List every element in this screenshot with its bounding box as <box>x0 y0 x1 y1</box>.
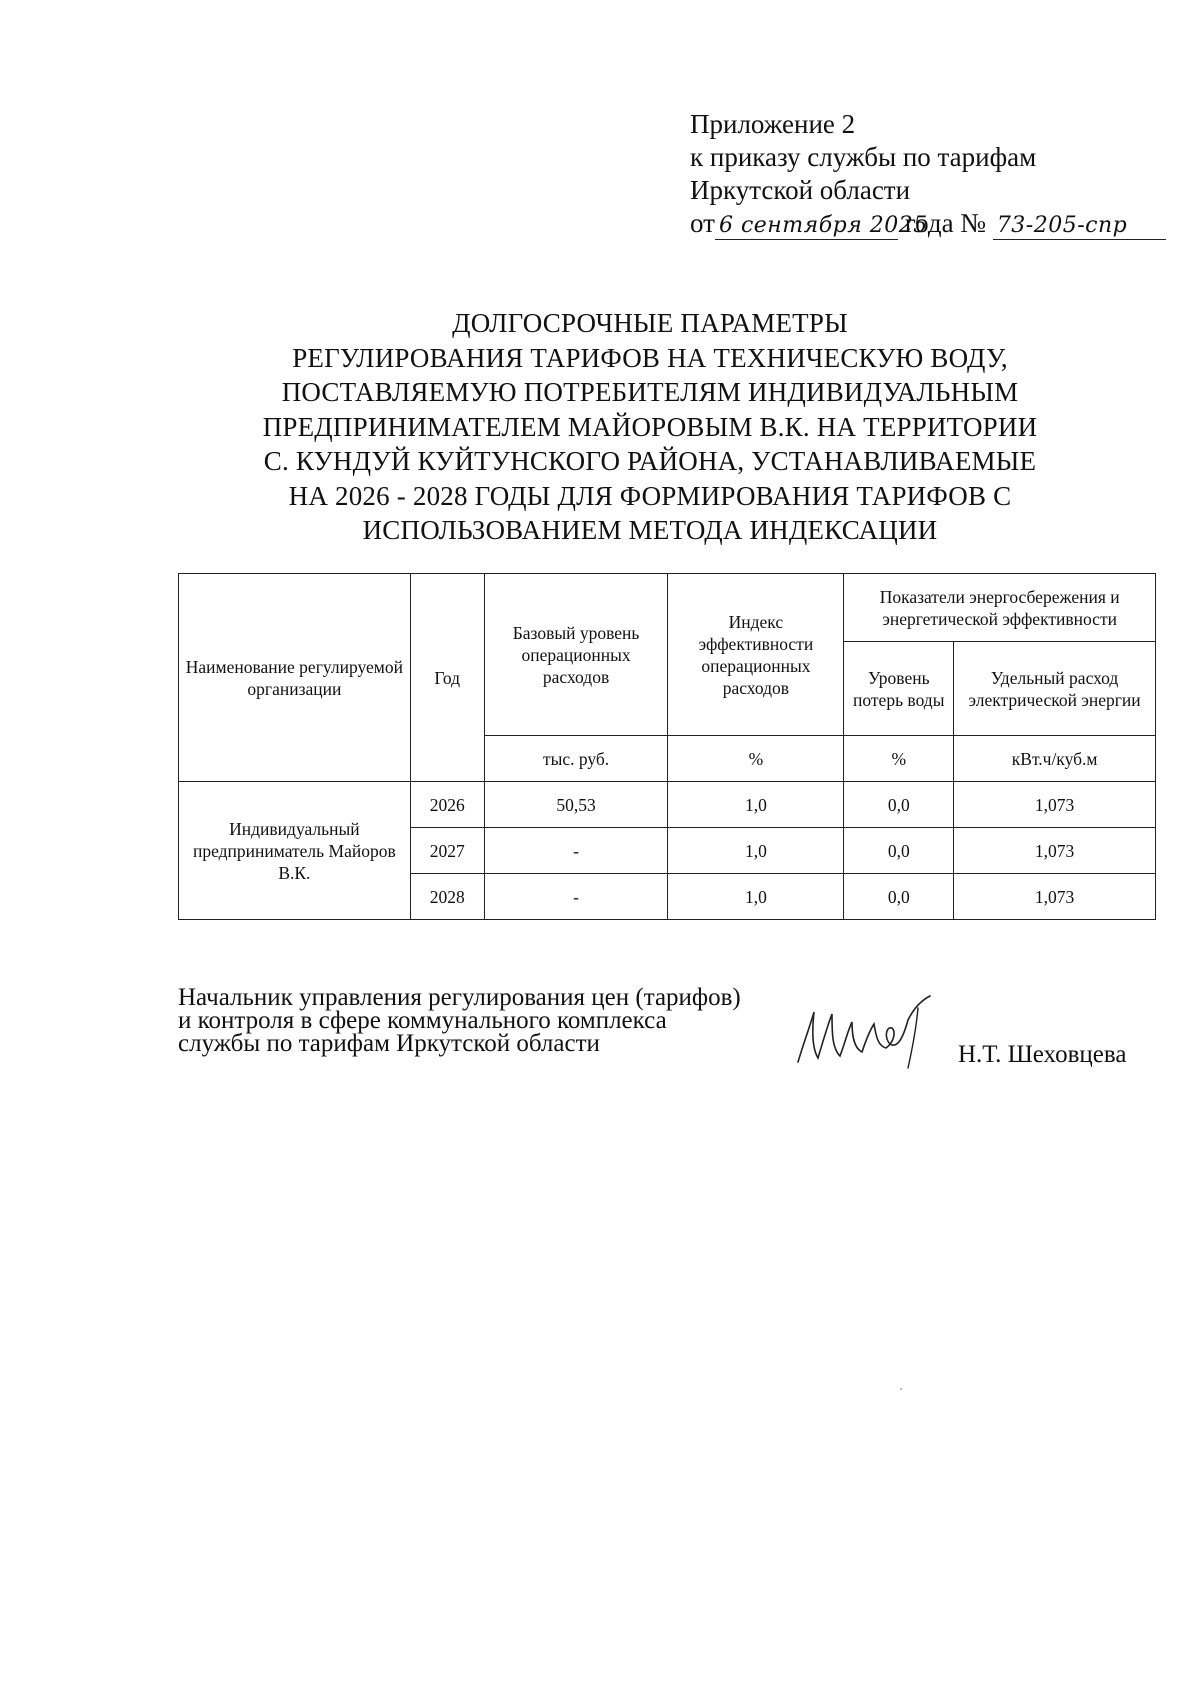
signatory-title <box>178 986 741 1055</box>
signature-block <box>178 986 1158 1096</box>
cell-consumption: 1,073 <box>954 874 1156 920</box>
header-year: Год <box>410 574 484 782</box>
scan-speck <box>900 1388 902 1390</box>
appendix-line-2: к приказу службы по тарифам <box>690 142 1037 172</box>
cell-consumption: 1,073 <box>954 828 1156 874</box>
header-org: Наименование регулируемой организации <box>179 574 411 782</box>
header-consumption: Удельный расход электрической энергии <box>954 642 1156 736</box>
year-word: года № <box>904 208 987 238</box>
signatory-title-line: и контроля в сфере коммунального комплекса <box>178 1007 667 1034</box>
appendix-date-line <box>690 207 1170 240</box>
cell-base: - <box>484 874 668 920</box>
header-base: Базовый уровень операционных расходов <box>484 574 668 736</box>
title-line: С. КУНДУЙ КУЙТУНСКОГО РАЙОНА, УСТАНАВЛИВАЕМЫЕ <box>263 446 1037 476</box>
cell-losses: 0,0 <box>844 874 954 920</box>
cell-year: 2027 <box>410 828 484 874</box>
parameters-table <box>178 573 1156 920</box>
cell-index: 1,0 <box>668 874 844 920</box>
signatory-name: Н.Т. Шеховцева <box>958 1041 1127 1068</box>
signatory-title-line: службы по тарифам Иркутской области <box>178 1030 600 1057</box>
unit-losses: % <box>844 736 954 782</box>
cell-losses: 0,0 <box>844 782 954 828</box>
org-name-cell: Индивидуальный предприниматель Майоров В.К. <box>179 782 411 920</box>
unit-index: % <box>668 736 844 782</box>
title-line: РЕГУЛИРОВАНИЯ ТАРИФОВ НА ТЕХНИЧЕСКУЮ ВОДУ, <box>292 342 1008 373</box>
appendix-header <box>690 108 1170 240</box>
unit-base: тыс. руб. <box>484 736 668 782</box>
cell-losses: 0,0 <box>844 828 954 874</box>
cell-index: 1,0 <box>668 828 844 874</box>
handwritten-date: 6 сентября 2025 <box>715 213 898 240</box>
header-energy-group: Показатели энергосбережения и энергетической эффективности <box>844 574 1156 642</box>
date-prefix: от <box>690 208 715 238</box>
title-line: ПОСТАВЛЯЕМУЮ ПОТРЕБИТЕЛЯМ ИНДИВИДУАЛЬНЫМ <box>281 377 1019 407</box>
title-line: ДОЛГОСРОЧНЫЕ ПАРАМЕТРЫ <box>452 308 848 338</box>
cell-year: 2026 <box>410 782 484 828</box>
cell-consumption: 1,073 <box>954 782 1156 828</box>
header-losses: Уровень потерь воды <box>844 642 954 736</box>
cell-base: - <box>484 828 668 874</box>
appendix-line-3: Иркутской области <box>690 175 911 205</box>
table-row <box>179 782 1156 828</box>
unit-consumption: кВт.ч/куб.м <box>954 736 1156 782</box>
cell-year: 2028 <box>410 874 484 920</box>
signatory-title-line: Начальник управления регулирования цен (тарифов) <box>178 984 741 1011</box>
handwritten-signature <box>790 990 970 1070</box>
title-line: ИСПОЛЬЗОВАНИЕМ МЕТОДА ИНДЕКСАЦИИ <box>362 515 938 545</box>
title-line: ПРЕДПРИНИМАТЕЛЕМ МАЙОРОВЫМ В.К. НА ТЕРРИТОРИИ <box>262 411 1038 442</box>
handwritten-order-number: 73-205-спр <box>993 213 1166 240</box>
header-index: Индекс эффективности операционных расходов <box>668 574 844 736</box>
cell-base: 50,53 <box>484 782 668 828</box>
document-title <box>180 306 1120 548</box>
cell-index: 1,0 <box>668 782 844 828</box>
title-line: НА 2026 - 2028 ГОДЫ ДЛЯ ФОРМИРОВАНИЯ ТАРИФОВ С <box>288 480 1012 511</box>
appendix-line-1: Приложение 2 <box>690 109 856 139</box>
